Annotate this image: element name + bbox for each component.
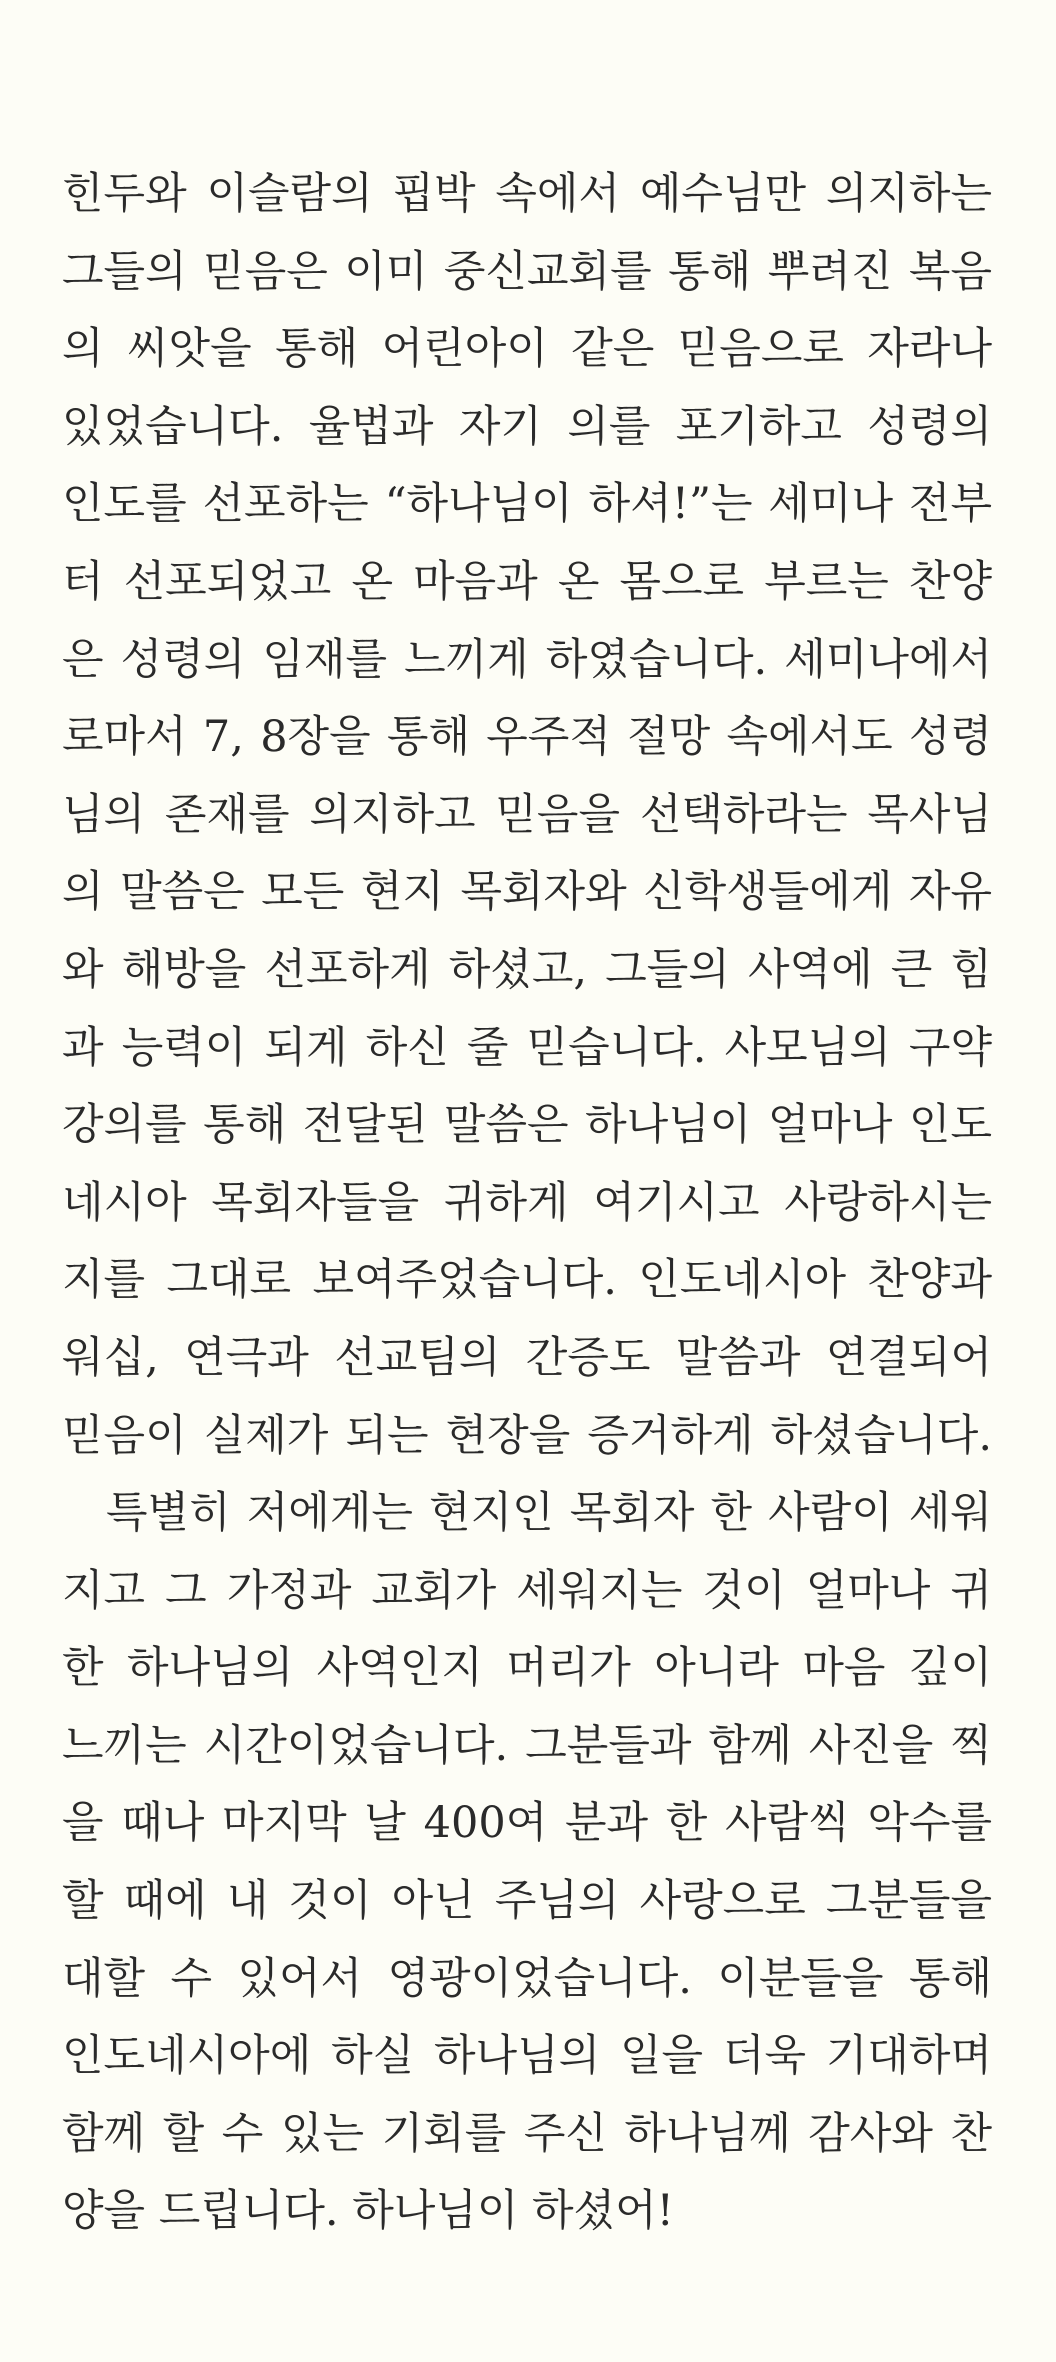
text-line: 지고 그 가정과 교회가 세워지는 것이 얼마나 귀 [62, 1565, 992, 1616]
text-line: 느끼는 시간이었습니다. 그분들과 함께 사진을 찍 [62, 1720, 992, 1771]
text-line-paragraph-start: 특별히 저에게는 현지인 목회자 한 사람이 세워 [106, 1488, 992, 1539]
text-line: 대할 수 있어서 영광이었습니다. 이분들을 통해 [62, 1953, 992, 2004]
text-line: 믿음이 실제가 되는 현장을 증거하게 하셨습니다. [62, 1410, 992, 1461]
text-line: 로마서 7, 8장을 통해 우주적 절망 속에서도 성령 [62, 712, 992, 763]
text-line: 과 능력이 되게 하신 줄 믿습니다. 사모님의 구약 [62, 1022, 992, 1073]
text-line: 은 성령의 임재를 느끼게 하였습니다. 세미나에서 [62, 634, 992, 685]
text-line: 터 선포되었고 온 마음과 온 몸으로 부르는 찬양 [62, 556, 992, 607]
text-line: 을 때나 마지막 날 400여 분과 한 사람씩 악수를 [62, 1798, 992, 1849]
text-line: 님의 존재를 의지하고 믿음을 선택하라는 목사님 [62, 789, 992, 840]
text-line: 그들의 믿음은 이미 중신교회를 통해 뿌려진 복음 [62, 246, 992, 297]
text-line: 있었습니다. 율법과 자기 의를 포기하고 성령의 [62, 401, 992, 452]
text-line: 의 씨앗을 통해 어린아이 같은 믿음으로 자라나 [62, 324, 992, 375]
text-line: 함께 할 수 있는 기회를 주신 하나님께 감사와 찬 [62, 2108, 992, 2159]
text-line: 한 하나님의 사역인지 머리가 아니라 마음 깊이 [62, 1643, 992, 1694]
text-line: 인도네시아에 하실 하나님의 일을 더욱 기대하며 [62, 2031, 992, 2082]
text-line: 지를 그대로 보여주었습니다. 인도네시아 찬양과 [62, 1255, 992, 1306]
text-line: 네시아 목회자들을 귀하게 여기시고 사랑하시는 [62, 1177, 992, 1228]
text-line: 힌두와 이슬람의 핍박 속에서 예수님만 의지하는 [62, 169, 992, 219]
text-line-last: 양을 드립니다. 하나님이 하셨어! [62, 2186, 674, 2237]
text-line: 의 말씀은 모든 현지 목회자와 신학생들에게 자유 [62, 867, 992, 918]
text-line: 강의를 통해 전달된 말씀은 하나님이 얼마나 인도 [62, 1100, 992, 1151]
text-line: 할 때에 내 것이 아닌 주님의 사랑으로 그분들을 [62, 1876, 992, 1927]
text-line: 워십, 연극과 선교팀의 간증도 말씀과 연결되어 [62, 1332, 992, 1383]
text-line: 와 해방을 선포하게 하셨고, 그들의 사역에 큰 힘 [62, 944, 992, 995]
article-body [62, 156, 992, 2251]
text-line: 인도를 선포하는 “하나님이 하셔!”는 세미나 전부 [62, 479, 992, 530]
